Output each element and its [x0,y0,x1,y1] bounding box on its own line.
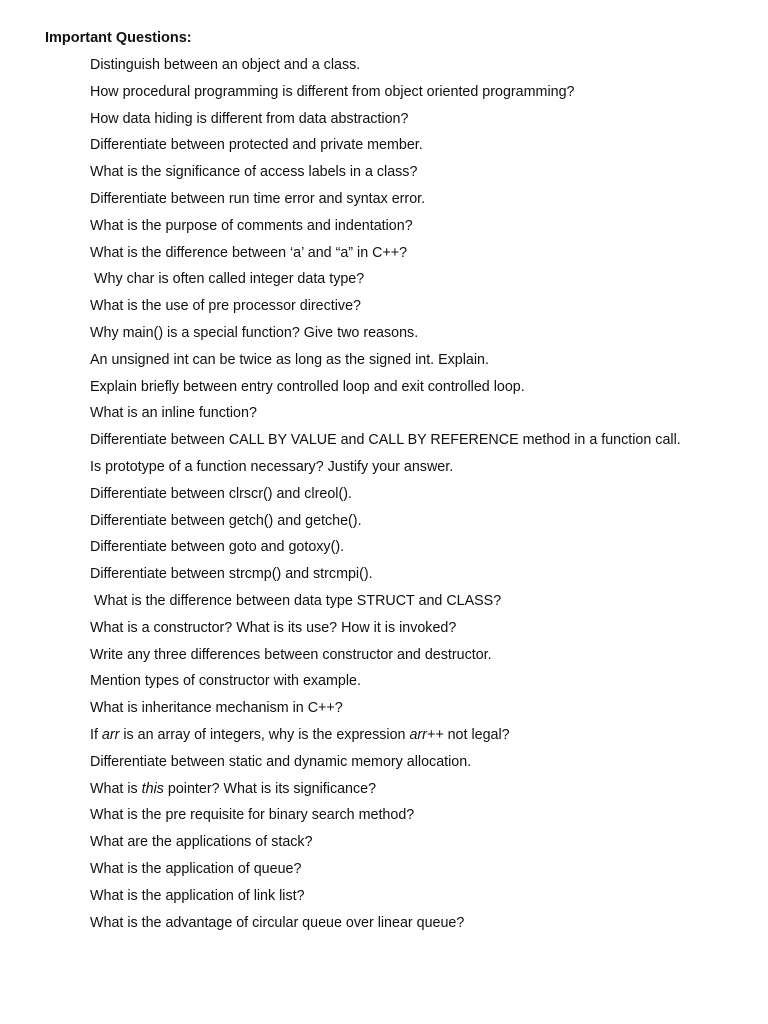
question-text: Differentiate between goto and gotoxy(). [90,539,345,556]
question-text-part: If [90,726,102,743]
question-text: What is the difference between ‘a’ and “a” in C++? [90,244,408,261]
question-text: Differentiate between run time error and syntax error. [90,190,426,207]
question-text: Is prototype of a function necessary? Justify your answer. [90,458,454,475]
question-text [90,778,376,800]
question-text: What is the application of queue? [90,860,302,877]
question-text: What is the advantage of circular queue over linear queue? [90,914,465,931]
question-text: What is the application of link list? [90,887,305,904]
question-text: Write any three differences between constructor and destructor. [90,646,492,663]
question-text: Differentiate between CALL BY VALUE and CALL BY REFERENCE method in a function call. [90,432,681,449]
question-text: What are the applications of stack? [90,834,313,851]
question-text: Differentiate between static and dynamic memory allocation. [90,753,472,770]
question-text-part: not legal? [443,726,510,743]
question-text: Distinguish between an object and a class. [90,57,361,73]
question-text: What is a constructor? What is its use? How it is invoked? [90,619,457,636]
question-text: How procedural programming is different from object oriented programming? [90,83,575,100]
question-text: Differentiate between protected and private member. [90,137,423,154]
question-text: Why char is often called integer data type? [94,271,365,288]
question-text: What is an inline function? [90,405,257,422]
page-heading: Important Questions: [45,30,192,46]
question-text: Explain briefly between entry controlled loop and exit controlled loop. [90,378,525,395]
question-text: Differentiate between getch() and getche(). [90,512,362,529]
question-text-part: What is [90,780,142,797]
code-term: arr++ [409,726,444,743]
code-term: arr [101,726,120,743]
question-text: What is the difference between data type STRUCT and CLASS? [94,592,502,609]
question-text [90,724,510,746]
question-text: What is the use of pre processor directive? [90,298,361,315]
question-text-part: pointer? What is its significance? [163,780,377,797]
question-text: An unsigned int can be twice as long as the signed int. Explain. [90,351,489,368]
question-text: What is the significance of access labels in a class? [90,164,418,181]
question-text: Mention types of constructor with example. [90,673,361,690]
question-text: How data hiding is different from data abstraction? [90,110,409,127]
question-text: What is the pre requisite for binary search method? [90,807,415,824]
question-text: What is the purpose of comments and indentation? [90,217,413,234]
question-text: Differentiate between strcmp() and strcmpi(). [90,566,373,583]
question-text-part: is an array of integers, why is the expression [119,726,410,743]
question-text: Why main() is a special function? Give two reasons. [90,324,419,341]
code-term: this [141,780,164,797]
question-text: Differentiate between clrscr() and clreol(). [90,485,352,502]
question-text: What is inheritance mechanism in C++? [90,700,343,717]
